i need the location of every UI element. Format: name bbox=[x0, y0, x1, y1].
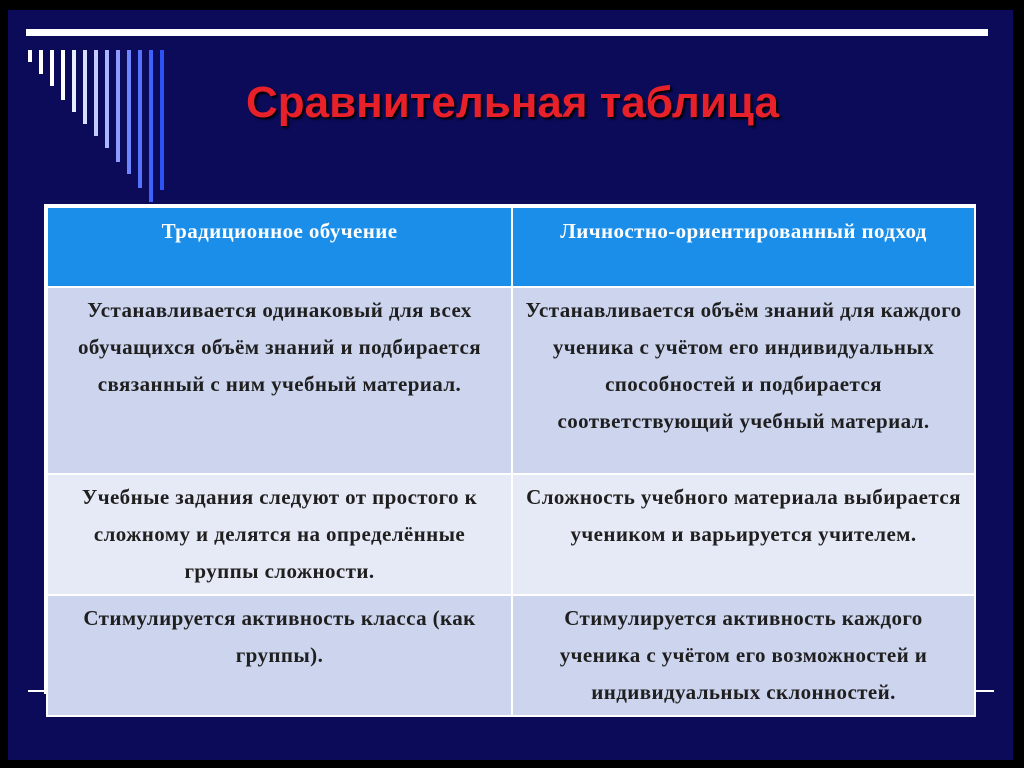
stripe bbox=[94, 50, 98, 136]
stripe bbox=[127, 50, 131, 174]
table-row bbox=[47, 287, 975, 474]
bottom-line-right bbox=[976, 690, 994, 692]
top-divider-line bbox=[26, 29, 988, 36]
header-personal-oriented-approach: Личностно-ориентированный подход bbox=[512, 207, 975, 287]
stripe bbox=[138, 50, 142, 188]
table-cell: Стимулируется активность класса (как группы). bbox=[47, 595, 512, 716]
page-title: Сравнительная таблица bbox=[246, 78, 779, 127]
stripe bbox=[72, 50, 76, 112]
stripe bbox=[28, 50, 32, 62]
table-cell: Сложность учебного материала выбирается учеником и варьируется учителем. bbox=[512, 474, 975, 595]
comparison-table bbox=[46, 206, 976, 717]
bottom-line-left bbox=[28, 690, 44, 692]
table-cell: Устанавливается объём знаний для каждого ученика с учётом его индивидуальных способностей и подбирается соответствующий учебный материал. bbox=[512, 287, 975, 474]
table-cell: Учебные задания следуют от простого к сложному и делятся на определённые группы сложности. bbox=[47, 474, 512, 595]
stripe bbox=[149, 50, 153, 202]
table-row bbox=[47, 474, 975, 595]
slide bbox=[8, 10, 1013, 760]
stripe bbox=[83, 50, 87, 124]
stripe bbox=[50, 50, 54, 86]
table-header-row bbox=[47, 207, 975, 287]
comparison-table-frame bbox=[44, 204, 976, 704]
stripe bbox=[160, 50, 164, 190]
table-cell: Устанавливается одинаковый для всех обучащихся объём знаний и подбирается связанный с ним учебный материал. bbox=[47, 287, 512, 474]
stripe bbox=[116, 50, 120, 162]
table-cell: Стимулируется активность каждого ученика с учётом его возможностей и индивидуальных склонностей. bbox=[512, 595, 975, 716]
stripe bbox=[105, 50, 109, 148]
stripe bbox=[61, 50, 65, 100]
header-traditional-learning: Традиционное обучение bbox=[47, 207, 512, 287]
table-row bbox=[47, 595, 975, 716]
stripe bbox=[39, 50, 43, 74]
